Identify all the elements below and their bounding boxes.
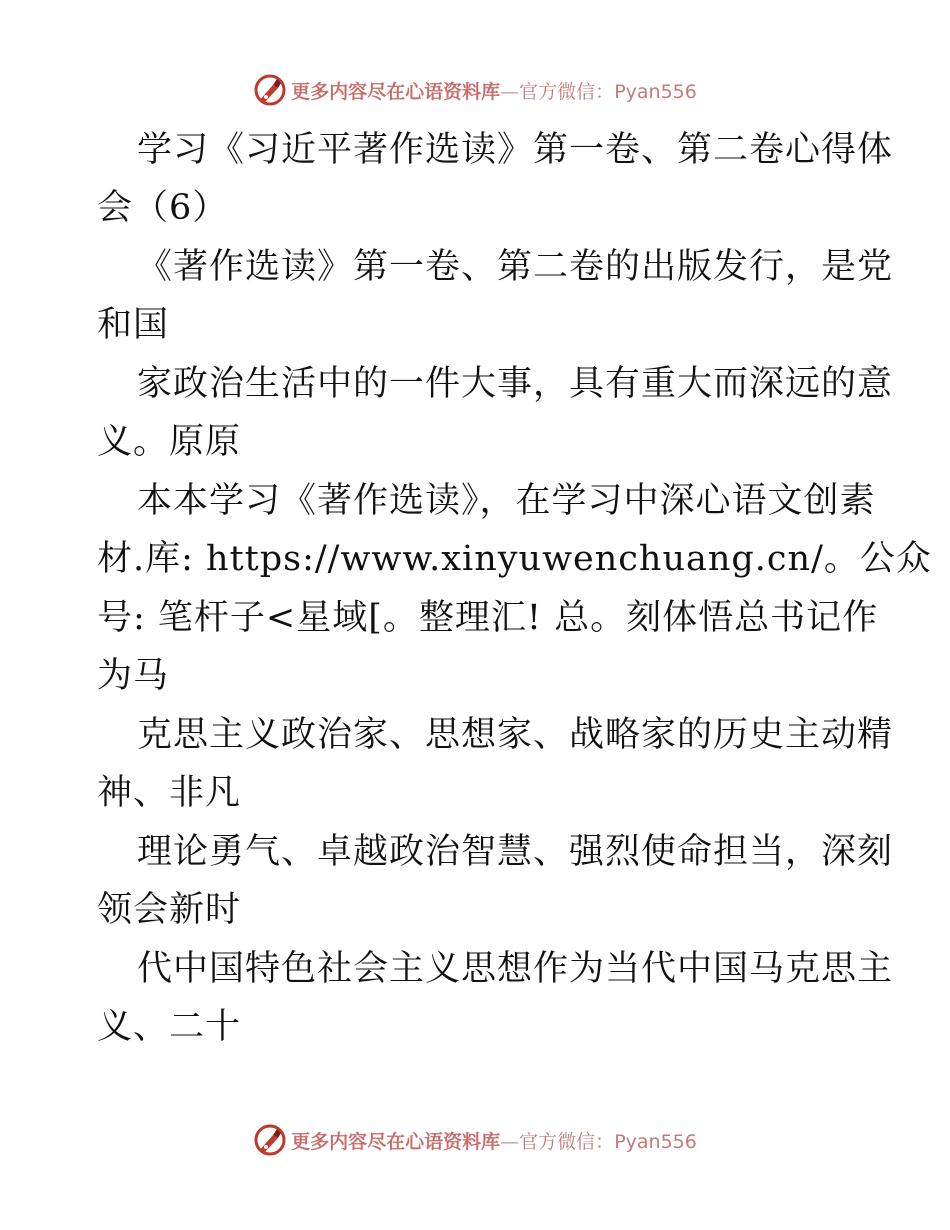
pen-logo-icon	[253, 1123, 287, 1157]
text-line: 学习《习近平著作选读》第一卷、第二卷心得体	[137, 130, 894, 170]
header-text	[291, 77, 697, 104]
footer-banner	[0, 1120, 950, 1160]
pen-logo-icon	[253, 73, 287, 107]
footer-wechat-label: 官方微信：	[519, 1130, 615, 1153]
header-wechat-label: 官方微信：	[519, 80, 615, 103]
header-wechat-id: Pyan556	[614, 80, 697, 103]
text-line: 神、非凡	[97, 773, 242, 813]
text-line: 材.库: https://www.xinyuwenchuang.cn/。公众	[97, 539, 932, 579]
footer-brand: 更多内容尽在心语资料库	[291, 1130, 501, 1153]
text-line: 和国	[97, 305, 170, 345]
footer-wechat-id: Pyan556	[614, 1130, 697, 1153]
text-line: 克思主义政治家、思想家、战略家的历史主动精	[137, 715, 894, 755]
text-line: 代中国特色社会主义思想作为当代中国马克思主	[137, 949, 894, 989]
text-line: 会（6）	[97, 188, 229, 228]
footer-text	[291, 1127, 697, 1154]
text-line: 家政治生活中的一件大事，具有重大而深远的意	[137, 364, 894, 404]
text-line: 理论勇气、卓越政治智慧、强烈使命担当，深刻	[137, 832, 894, 872]
text-line: 领会新时	[97, 890, 242, 930]
text-line: 义。原原	[97, 422, 242, 462]
header-banner	[0, 70, 950, 110]
text-line: 为马	[97, 656, 170, 696]
header-brand: 更多内容尽在心语资料库	[291, 80, 501, 103]
footer-separator: —	[500, 1130, 520, 1153]
header-separator: —	[500, 80, 520, 103]
text-line: 《著作选读》第一卷、第二卷的出版发行，是党	[137, 247, 894, 287]
text-line: 号: 笔杆子<星域[。整理汇! 总。刻体悟总书记作	[97, 598, 879, 638]
text-line: 本本学习《著作选读》，在学习中深心语文创素	[137, 481, 876, 521]
text-line: 义、二十	[97, 1007, 242, 1047]
